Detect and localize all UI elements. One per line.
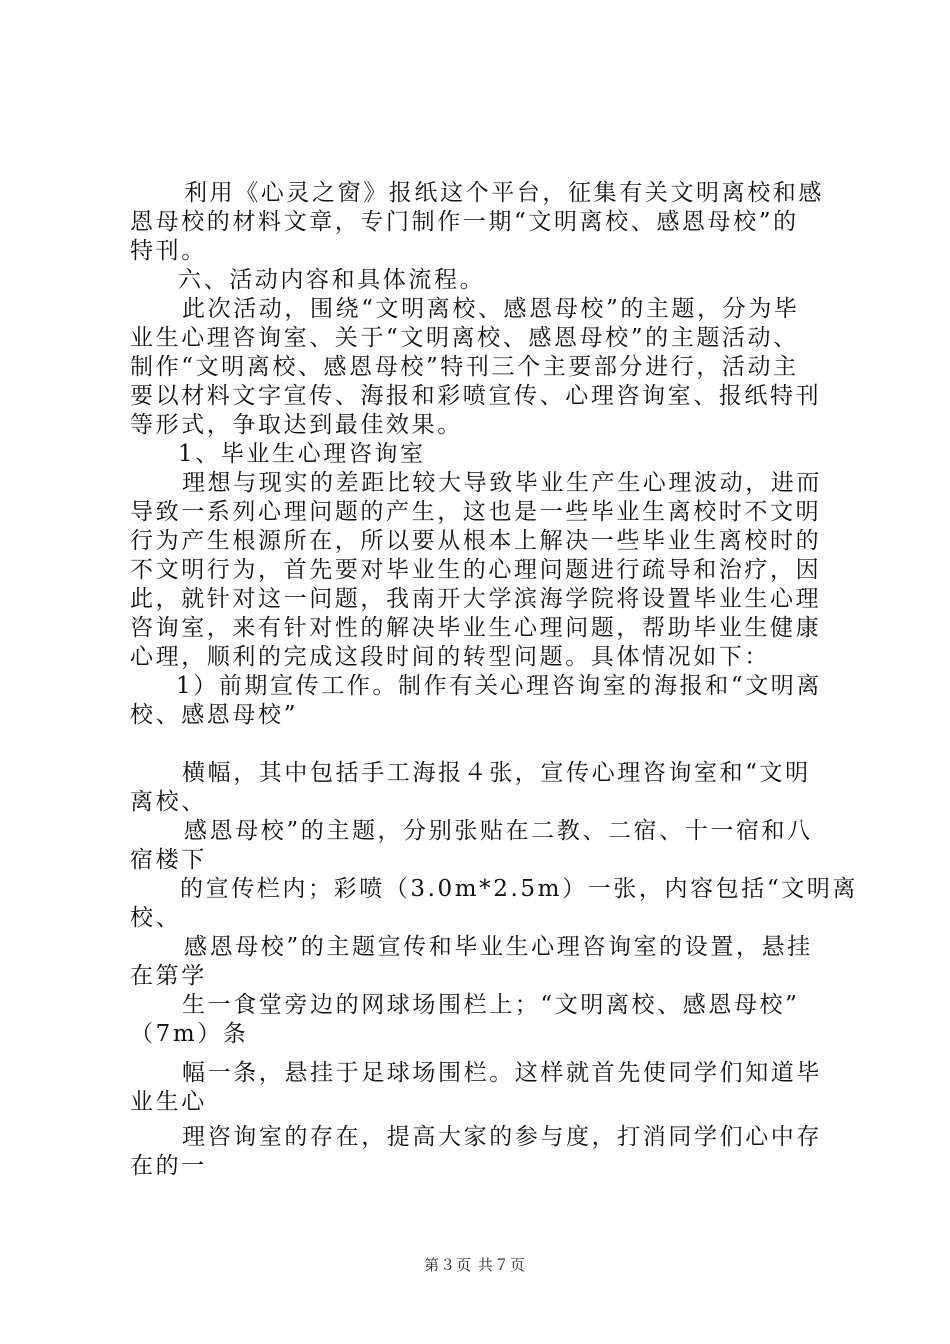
body-text-line: 理想与现实的差距比较大导致毕业生产生心理波动，进而 [182, 470, 822, 496]
body-text-line: 此次活动，围绕“文明离校、感恩母校”的主题，分为毕 [182, 296, 800, 322]
body-text-line: 离校、 [130, 789, 207, 815]
body-text-line: 业生心 [130, 1089, 207, 1115]
body-text-line: 咨询室，来有针对性的解决毕业生心理问题，帮助毕业生健康 [130, 615, 822, 641]
body-text-line: 校、 [130, 905, 182, 931]
body-text-line: 校、感恩母校” [130, 702, 298, 728]
body-text-line: 业生心理咨询室、关于“文明离校、感恩母校”的主题活动、 [130, 325, 799, 351]
page-number-footer: 第３页 共７页 [424, 1256, 526, 1274]
body-text-line: 行为产生根源所在，所以要从根本上解决一些毕业生离校时的 [130, 528, 822, 554]
body-text-line: 横幅，其中包括手工海报４张，宣传心理咨询室和“文明 [182, 760, 811, 786]
body-text-line: 利用《心灵之窗》报纸这个平台，征集有关文明离校和感 [184, 180, 824, 206]
body-text-line: 此，就针对这一问题，我南开大学滨海学院将设置毕业生心理 [130, 586, 822, 612]
section-heading: 六、活动内容和具体流程。 [178, 267, 486, 293]
body-text-line: 1）前期宣传工作。制作有关心理咨询室的海报和“文明离 [176, 673, 822, 699]
body-text-line: 恩母校的材料文章，专门制作一期“文明离校、感恩母校”的 [130, 209, 799, 235]
body-text-line: 特刊。 [130, 238, 207, 264]
subsection-heading: 1、毕业生心理咨询室 [178, 441, 426, 467]
body-text-line: 不文明行为，首先要对毕业生的心理问题进行疏导和治疗，因 [130, 557, 822, 583]
body-text-line: （7m）条 [130, 1021, 249, 1047]
body-text-line: 宿楼下 [130, 847, 207, 873]
body-text-line: 感恩母校”的主题，分别张贴在二教、二宿、十一宿和八 [184, 818, 813, 844]
body-text-line: 制作“文明离校、感恩母校”特刊三个主要部分进行，活动主 [130, 354, 799, 380]
body-text-line: 感恩母校”的主题宣传和毕业生心理咨询室的设置，悬挂 [184, 934, 813, 960]
body-text-line: 幅一条，悬挂于足球场围栏。这样就首先使同学们知道毕 [182, 1060, 822, 1086]
body-text-line: 的宣传栏内；彩喷（3.0m*2.5m）一张，内容包括“文明离 [180, 876, 859, 902]
body-text-line: 在第学 [130, 963, 207, 989]
body-text-line: 心理，顺利的完成这段时间的转型问题。具体情况如下： [130, 644, 770, 670]
body-text-line: 在的一 [130, 1153, 207, 1179]
body-text-line: 生一食堂旁边的网球场围栏上；“文明离校、感恩母校” [182, 992, 800, 1018]
body-text-line: 要以材料文字宣传、海报和彩喷宣传、心理咨询室、报纸特刊 [130, 383, 822, 409]
body-text-line: 等形式，争取达到最佳效果。 [130, 412, 463, 438]
body-text-line: 理咨询室的存在，提高大家的参与度，打消同学们心中存 [182, 1124, 822, 1150]
body-text-line: 导致一系列心理问题的产生，这也是一些毕业生离校时不文明 [130, 499, 822, 525]
